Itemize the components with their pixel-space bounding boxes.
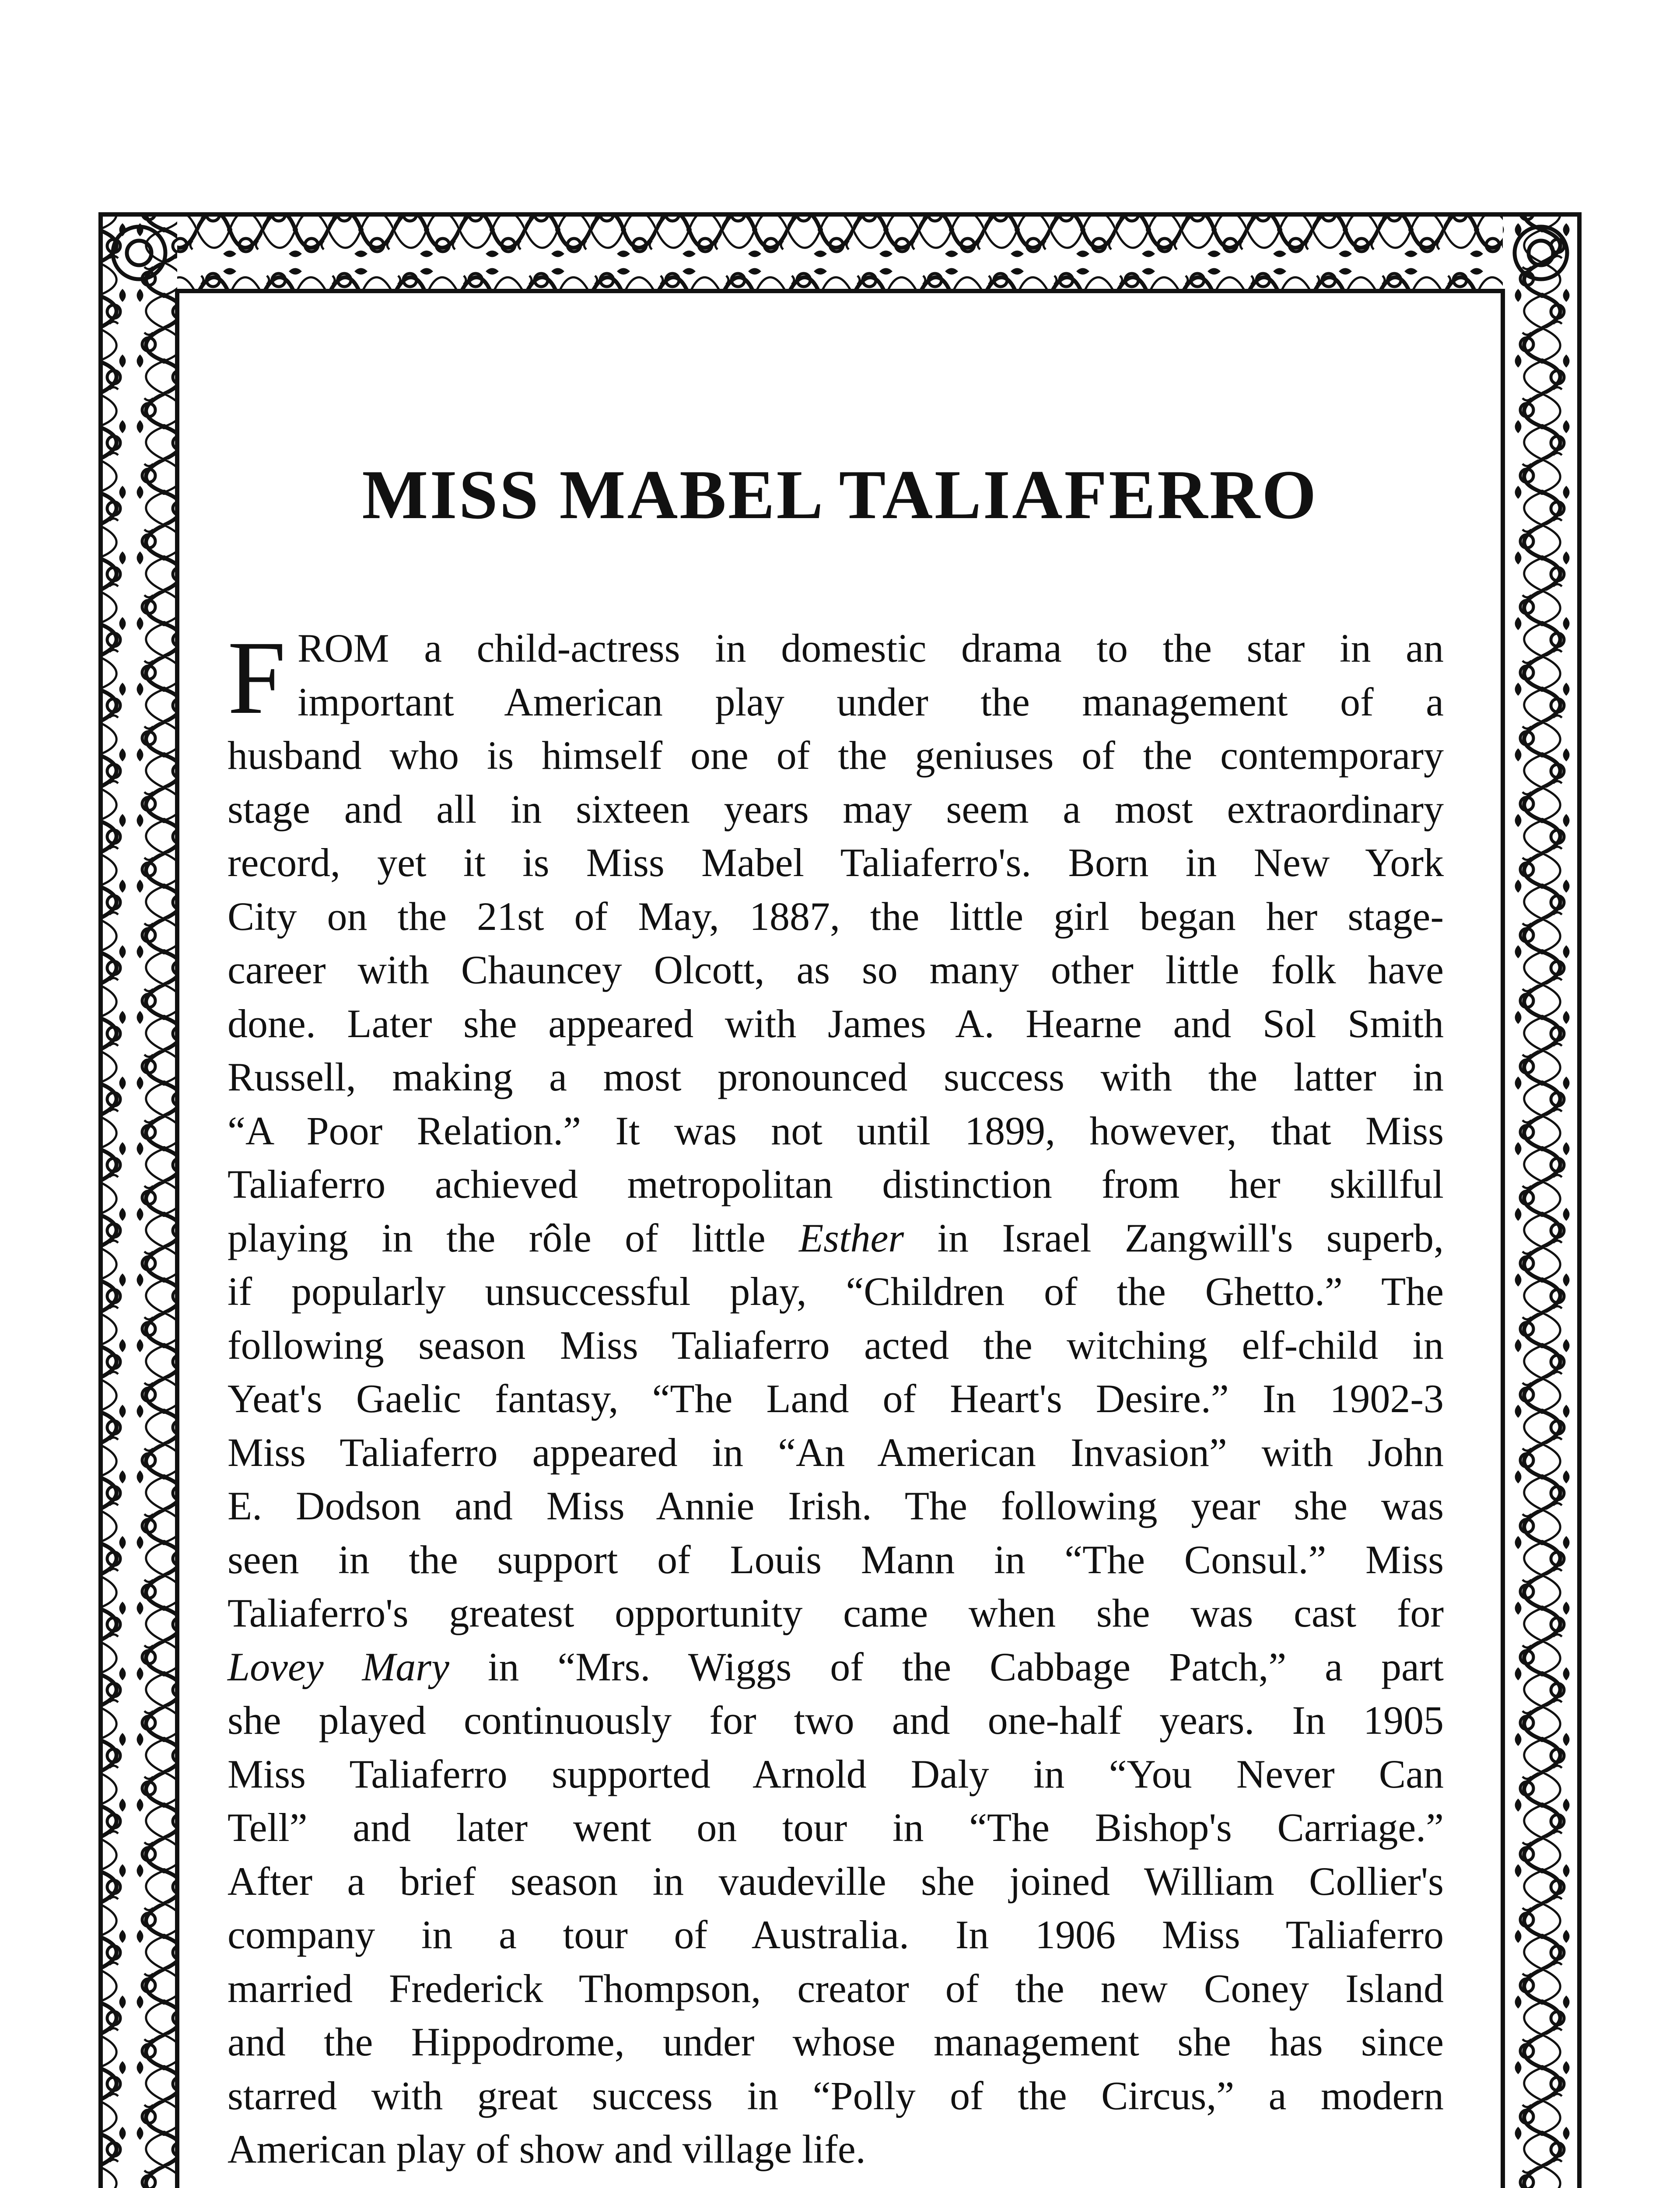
- text-line: Taliaferro's greatest opportunity came when she was cast for: [228, 1591, 1444, 1635]
- text-line: record, yet it is Miss Mabel Taliaferro's. Born in New York: [228, 840, 1444, 885]
- text-line: company in a tour of Australia. In 1906 Miss Taliaferro: [228, 1912, 1444, 1957]
- text-line: Yeat's Gaelic fantasy, “The Land of Heart's Desire.” In 1902-3: [228, 1376, 1444, 1421]
- text-line: “A Poor Relation.” It was not until 1899, however, that Miss: [228, 1108, 1444, 1153]
- text-line: done. Later she appeared with James A. Hearne and Sol Smith: [228, 1001, 1444, 1046]
- text-line: After a brief season in vaudeville she joined William Collier's: [228, 1858, 1444, 1904]
- text-line: career with Chauncey Olcott, as so many other little folk have: [228, 947, 1444, 992]
- text-line: husband who is himself one of the geniuses of the contemporary: [228, 733, 1444, 778]
- page-title: MISS MABEL TALIAFERRO: [362, 456, 1318, 533]
- text-line: and the Hippodrome, under whose management she has since: [228, 2020, 1444, 2064]
- text-line: important American play under the management of a: [298, 679, 1444, 724]
- text-line: American play of show and village life.: [228, 2127, 866, 2171]
- biography-text: [228, 621, 1444, 2176]
- text-line: married Frederick Thompson, creator of the new Coney Island: [228, 1966, 1444, 2011]
- text-line: stage and all in sixteen years may seem a most extraordinary: [228, 786, 1444, 831]
- text-line: ROM a child-actress in domestic drama to the star in an: [298, 626, 1444, 670]
- text-line: following season Miss Taliaferro acted the witching elf-child in: [228, 1322, 1444, 1368]
- text-line: Russell, making a most pronounced success with the latter in: [228, 1055, 1444, 1099]
- text-line: Miss Taliaferro supported Arnold Daly in “You Never Can: [228, 1751, 1444, 1796]
- text-line: she played continuously for two and one-half years. In 1905: [228, 1698, 1444, 1743]
- text-line: Miss Taliaferro appeared in “An American Invasion” with John: [228, 1430, 1444, 1475]
- text-line: Taliaferro achieved metropolitan distinction from her skillful: [228, 1162, 1444, 1206]
- text-line: Lovey Mary in “Mrs. Wiggs of the Cabbage Patch,” a part: [228, 1644, 1444, 1689]
- text-line: E. Dodson and Miss Annie Irish. The following year she was: [228, 1483, 1444, 1528]
- text-line: if popularly unsuccessful play, “Children of the Ghetto.” The: [228, 1269, 1444, 1314]
- text-line: seen in the support of Louis Mann in “The Consul.” Miss: [228, 1537, 1444, 1582]
- text-line: playing in the rôle of little Esther in Israel Zangwill's superb,: [228, 1215, 1444, 1260]
- text-line: City on the 21st of May, 1887, the little girl began her stage-: [228, 894, 1444, 939]
- drop-cap: F: [228, 619, 286, 736]
- text-line: starred with great success in “Polly of the Circus,” a modern: [228, 2073, 1444, 2118]
- text-line: Tell” and later went on tour in “The Bishop's Carriage.”: [228, 1805, 1444, 1850]
